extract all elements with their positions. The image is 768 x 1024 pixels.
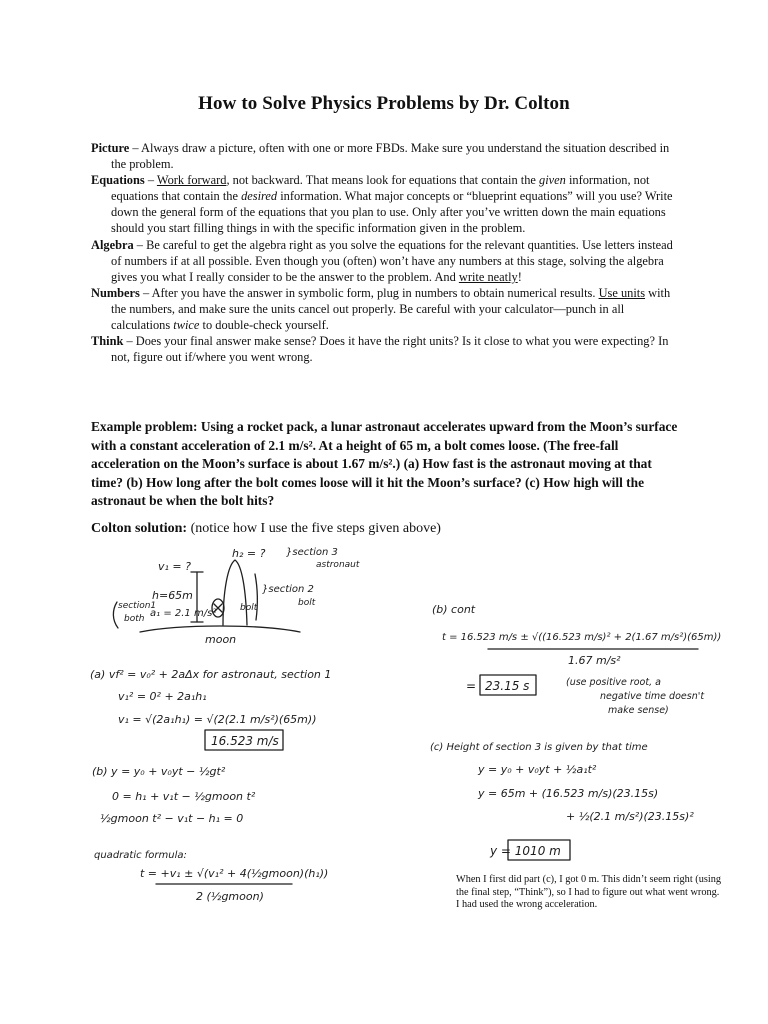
hw-h65: h=65m xyxy=(152,589,193,602)
hw-b-line3: ½gmoon t² − v₁t − h₁ = 0 xyxy=(100,812,244,825)
write-neatly-underlined: write neatly xyxy=(458,269,518,284)
hw-a-answer: 16.523 m/s xyxy=(211,734,279,748)
hw-bc-title: (b) cont xyxy=(432,603,476,616)
step-text: information. What major concepts or “blueprint equations” will you use? Write down the general form of the equations that you plan to use. Only after you’ve written down the main equations should you start filling things in with the specific information given in the problem. xyxy=(111,189,673,236)
hw-bolt-small: bolt xyxy=(240,603,258,613)
hw-both: both xyxy=(124,614,145,624)
example-text: Using a rocket pack, a lunar astronaut accelerates upward from the Moon’s surface with a constant acceleration of 2.1 m/s². At a height of 65 m, a bolt comes loose. (The free-fall acceleration on the Moon’s surface is about 1.67 m/s².) (a) How fast is the astronaut moving at that time? (b) How long after the bolt comes loose will it hit the Moon’s surface? (c) How high will the astronaut be when the bolt hits? xyxy=(91,419,678,509)
solution-label: Colton solution: xyxy=(91,521,188,536)
step-text: – xyxy=(144,173,157,188)
twice-italic: twice xyxy=(173,318,200,333)
hw-astronaut: astronaut xyxy=(316,560,360,570)
hw-bc-note3: make sense) xyxy=(608,705,669,716)
rocket-diagram xyxy=(113,547,359,646)
hw-c-line2: y = y₀ + v₀yt + ½a₁t² xyxy=(478,763,597,776)
hw-bc-note1: (use positive root, a xyxy=(566,677,661,688)
hw-c-line1: (c) Height of section 3 is given by that time xyxy=(430,742,648,753)
step-term: Picture xyxy=(91,141,130,155)
hw-b-quad-den: 2 (½gmoon) xyxy=(196,890,264,903)
hw-b-line1: (b) y = y₀ + v₀yt − ½gt² xyxy=(92,765,226,778)
hw-bolt-label: bolt xyxy=(298,598,316,608)
step-text: with the numbers, and make sure the units cancel out properly. Be careful with your calculator—punch in all calculations xyxy=(111,285,671,333)
hw-a1: a₁ = 2.1 m/s² xyxy=(150,608,217,619)
hw-h2: h₂ = ? xyxy=(232,547,266,560)
hw-bc-den: 1.67 m/s² xyxy=(568,654,621,667)
hw-c-answer: y = 1010 m xyxy=(490,844,561,858)
step-text: – Does your final answer make sense? Does it have the right units? Is it close to what you were expecting? In not, figure out if/where you went wrong. xyxy=(111,334,669,365)
hw-bc-eq-sign: = xyxy=(466,679,477,693)
step-text: ! xyxy=(517,269,522,284)
side-note: When I first did part (c), I got 0 m. This didn’t seem right (using the final step, “Think”), so I had to figure out what went wrong. I had used the wrong acceleration. xyxy=(456,874,722,911)
hw-a-line3: v₁ = √(2a₁h₁) = √(2(2.1 m/s²)(65m)) xyxy=(118,713,317,726)
hw-section2: }section 2 xyxy=(262,584,314,595)
given-italic: given xyxy=(539,173,566,188)
part-c-work xyxy=(430,742,694,860)
rocket-path xyxy=(223,560,247,625)
step-term: Numbers xyxy=(91,285,140,300)
hw-v1: v₁ = ? xyxy=(158,560,191,573)
work-forward-underlined: Work forward xyxy=(156,173,227,188)
example-label: Example problem: xyxy=(91,419,198,434)
page-title: How to Solve Physics Problems by Dr. Colton xyxy=(198,93,570,114)
hw-section3: }section 3 xyxy=(286,547,338,558)
step-text: information, not equations that contain the xyxy=(111,173,650,204)
hw-b-quad-eq: t = +v₁ ± √(v₁² + 4(½gmoon)(h₁)) xyxy=(140,867,329,880)
hw-bc-note2: negative time doesn't xyxy=(600,691,705,702)
hw-bc-eq: t = 16.523 m/s ± √((16.523 m/s)² + 2(1.67 m/s²)(65m)) xyxy=(442,632,722,643)
step-text: – After you have the answer in symbolic form, plug in numbers to obtain numerical results. xyxy=(139,285,599,300)
hw-c-line3: y = 65m + (16.523 m/s)(23.15s) xyxy=(478,787,659,800)
solution-text: (notice how I use the five steps given above) xyxy=(187,521,441,536)
part-b-cont-work xyxy=(432,603,721,716)
moon-surface xyxy=(140,626,300,632)
part-b-work xyxy=(92,765,328,903)
step-term: Algebra xyxy=(91,237,134,252)
hw-c-line4: + ½(2.1 m/s²)(23.15s)² xyxy=(566,810,694,823)
part-a-work xyxy=(90,668,331,750)
step-text: – Be careful to get the algebra right as you solve the equations for the relevant quantities. Use letters instead of numbers if at all possible. Even though you (often) won’t have any numbers at this stage, solving the algebra gives you what I really consider to be the answer to the problem. And xyxy=(111,237,673,284)
step-term: Equations xyxy=(91,173,145,188)
hw-section1: section1 xyxy=(118,601,157,611)
desired-italic: desired xyxy=(241,189,278,204)
hw-moon: moon xyxy=(205,633,237,646)
hw-a-line2: v₁² = 0² + 2a₁h₁ xyxy=(118,690,207,703)
step-text: – Always draw a picture, often with one or more FBDs. Make sure you understand the situation described in the problem. xyxy=(111,141,670,172)
step-text: , not backward. That means look for equations that contain the xyxy=(226,173,540,188)
hw-b-line2: 0 = h₁ + v₁t − ½gmoon t² xyxy=(112,790,256,803)
use-units-underlined: Use units xyxy=(598,285,646,300)
step-text: to double-check yourself. xyxy=(199,318,329,333)
section2-brace xyxy=(255,574,257,620)
hw-bc-answer: 23.15 s xyxy=(485,679,530,693)
hw-a-line1: (a) vf² = v₀² + 2aΔx for astronaut, section 1 xyxy=(90,668,332,681)
step-term: Think xyxy=(91,334,124,349)
hw-b-quad: quadratic formula: xyxy=(94,850,187,861)
